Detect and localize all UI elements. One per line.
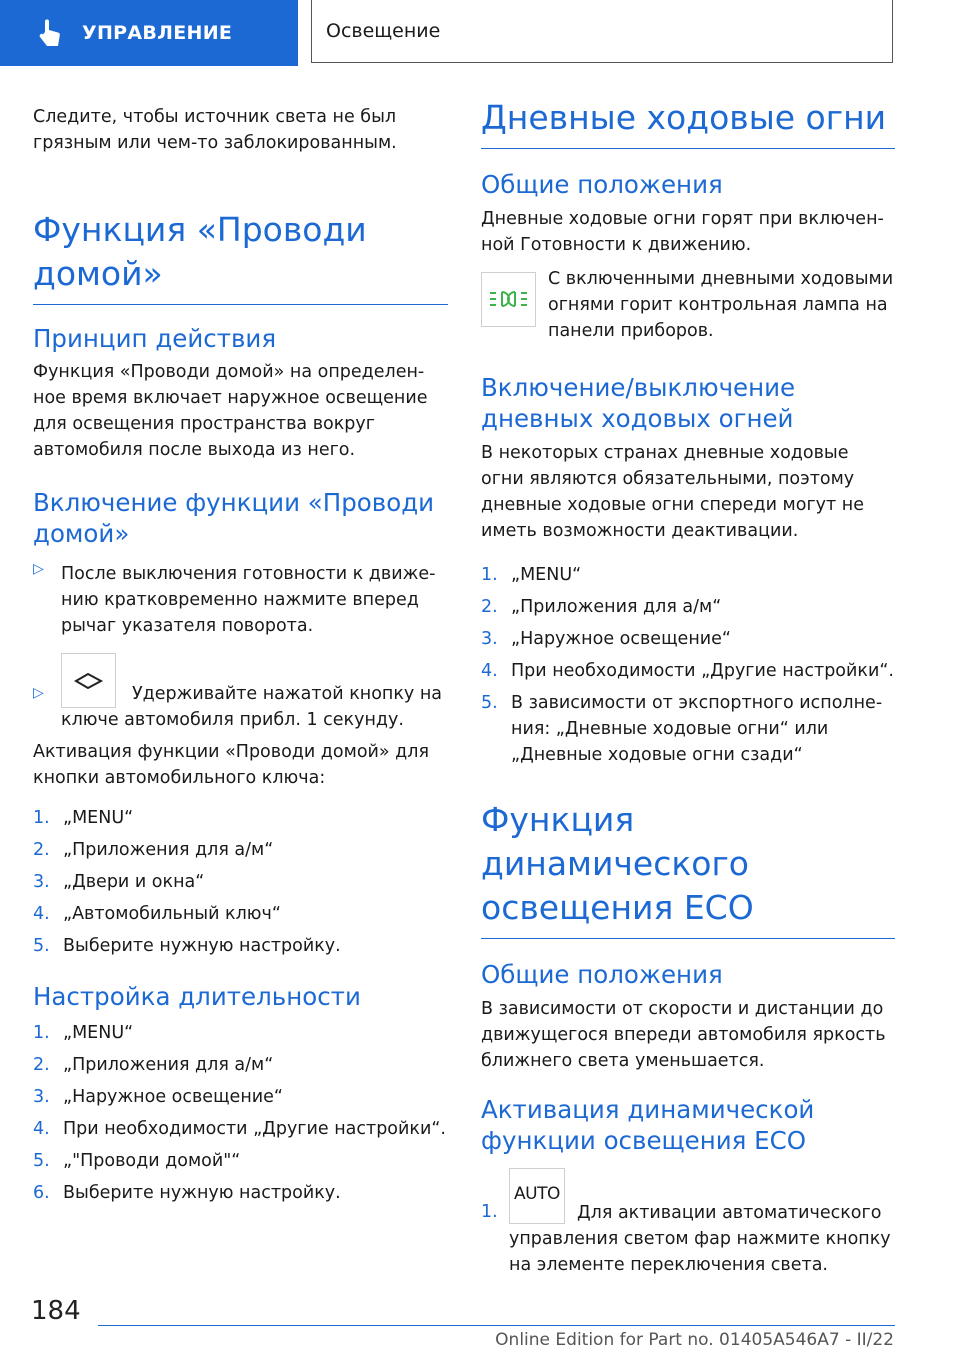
list-item: 4. При необходимости „Другие настройки“. xyxy=(33,1119,446,1139)
drl-steps-list xyxy=(481,562,895,768)
list-item xyxy=(33,653,448,733)
list-item: 4. „Автомобильный ключ“ xyxy=(33,904,281,924)
list-item: 1. „MENU“ xyxy=(481,565,582,585)
duration-steps-list xyxy=(33,1020,448,1206)
list-item: 2. „Приложения для а/м“ xyxy=(33,1055,274,1075)
duration-heading: Настройка длительности xyxy=(33,982,361,1011)
eco-activation-heading: Активация динамической функции освещения ECO xyxy=(481,1095,815,1155)
section-tab xyxy=(0,0,298,66)
edition-text: Online Edition for Part no. 01405A546A7 - II/22 xyxy=(495,1330,894,1350)
footer-divider xyxy=(98,1325,895,1326)
drl-general-heading: Общие положения xyxy=(481,170,723,199)
eco-step-text: Для активации автоматического управления светом фар нажмите кнопку на элементе переключения света. xyxy=(509,1203,891,1275)
page-header xyxy=(0,0,960,66)
list-item: 3. „Наружное освещение“ xyxy=(33,1087,283,1107)
principle-heading: Принцип действия xyxy=(33,324,277,353)
triangle-bullet-icon: ▷ xyxy=(33,561,44,577)
key-unlock-button-icon xyxy=(61,653,116,708)
eco-heading: Функция динамического освещения ECO xyxy=(481,800,754,927)
menu-steps-list xyxy=(33,805,448,959)
eco-general-text: В зависимости от скорости и дистанции до движущегося впереди автомобиля яркость ближнего света уменьшается. xyxy=(481,999,886,1071)
activation-heading: Включение функции «Проводи домой» xyxy=(33,488,435,548)
bullet-text-key: Удерживайте нажатой кнопку на ключе автомобиля прибл. 1 секунду. xyxy=(61,684,443,730)
list-item: 2. „Приложения для а/м“ xyxy=(33,840,274,860)
list-item: 2. „Приложения для а/м“ xyxy=(481,597,722,617)
list-item: 1. AUTO Для активации автоматического управления светом фар нажмите кнопку на элементе переключения света. xyxy=(481,1168,895,1278)
list-item: 3. „Наружное освещение“ xyxy=(481,629,731,649)
left-column xyxy=(33,92,448,1206)
triangle-bullet-icon: ▷ xyxy=(33,685,44,701)
bullet-text: После выключения готовности к движению кратковременно нажмите вперед рычаг указателя поворота. xyxy=(61,564,436,636)
list-item: 1. „MENU“ xyxy=(33,808,134,828)
list-item: 3. „Двери и окна“ xyxy=(33,872,205,892)
drl-heading: Дневные ходовые огни xyxy=(481,98,887,137)
section-title: УПРАВЛЕНИЕ xyxy=(82,22,233,44)
list-item: 5. Выберите нужную настройку. xyxy=(33,936,341,956)
drl-toggle-heading: Включение/выключение дневных ходовых огней xyxy=(481,373,796,433)
list-item: 1. „MENU“ xyxy=(33,1023,134,1043)
drl-toggle-text: В некоторых странах дневные ходовые огни являются обязательными, поэтому дневные ходовые огни спереди могут не иметь возможности деактивации. xyxy=(481,443,864,541)
list-item: 5. В зависимости от экспортного исполнения: „Дневные ходовые огни“ или „Дневные ходовые огни сзади“ xyxy=(481,693,883,765)
intro-text: Следите, чтобы источник света не был грязным или чем-то заблокированным. xyxy=(33,107,397,153)
subsection-tab xyxy=(311,0,893,63)
right-column xyxy=(481,96,895,1278)
drl-indicator-text: С включенными дневными ходовыми огнями горит контрольная лампа на панели приборов. xyxy=(548,269,894,341)
page-number: 184 xyxy=(31,1296,81,1326)
drl-indicator-block xyxy=(481,269,895,344)
principle-text: Функция «Проводи домой» на определенное время включает наружное освещение для освещения пространства вокруг автомобиля после выхода из него. xyxy=(33,362,428,460)
list-item: 6. Выберите нужную настройку. xyxy=(33,1183,341,1203)
hand-pointer-icon xyxy=(36,18,64,48)
auto-light-button-icon: AUTO xyxy=(509,1168,565,1224)
home-light-heading: Функция «Проводи домой» xyxy=(33,210,367,293)
note-text: Активация функции «Проводи домой» для кнопки автомобильного ключа: xyxy=(33,742,429,788)
list-item: 4. При необходимости „Другие настройки“. xyxy=(481,661,894,681)
eco-general-heading: Общие положения xyxy=(481,960,723,989)
list-item: 5. „"Проводи домой"“ xyxy=(33,1151,241,1171)
list-item xyxy=(33,561,448,639)
drl-indicator-icon xyxy=(481,272,536,327)
drl-general-text: Дневные ходовые огни горят при включенной Готовности к движению. xyxy=(481,209,884,255)
subsection-title: Освещение xyxy=(326,20,441,42)
